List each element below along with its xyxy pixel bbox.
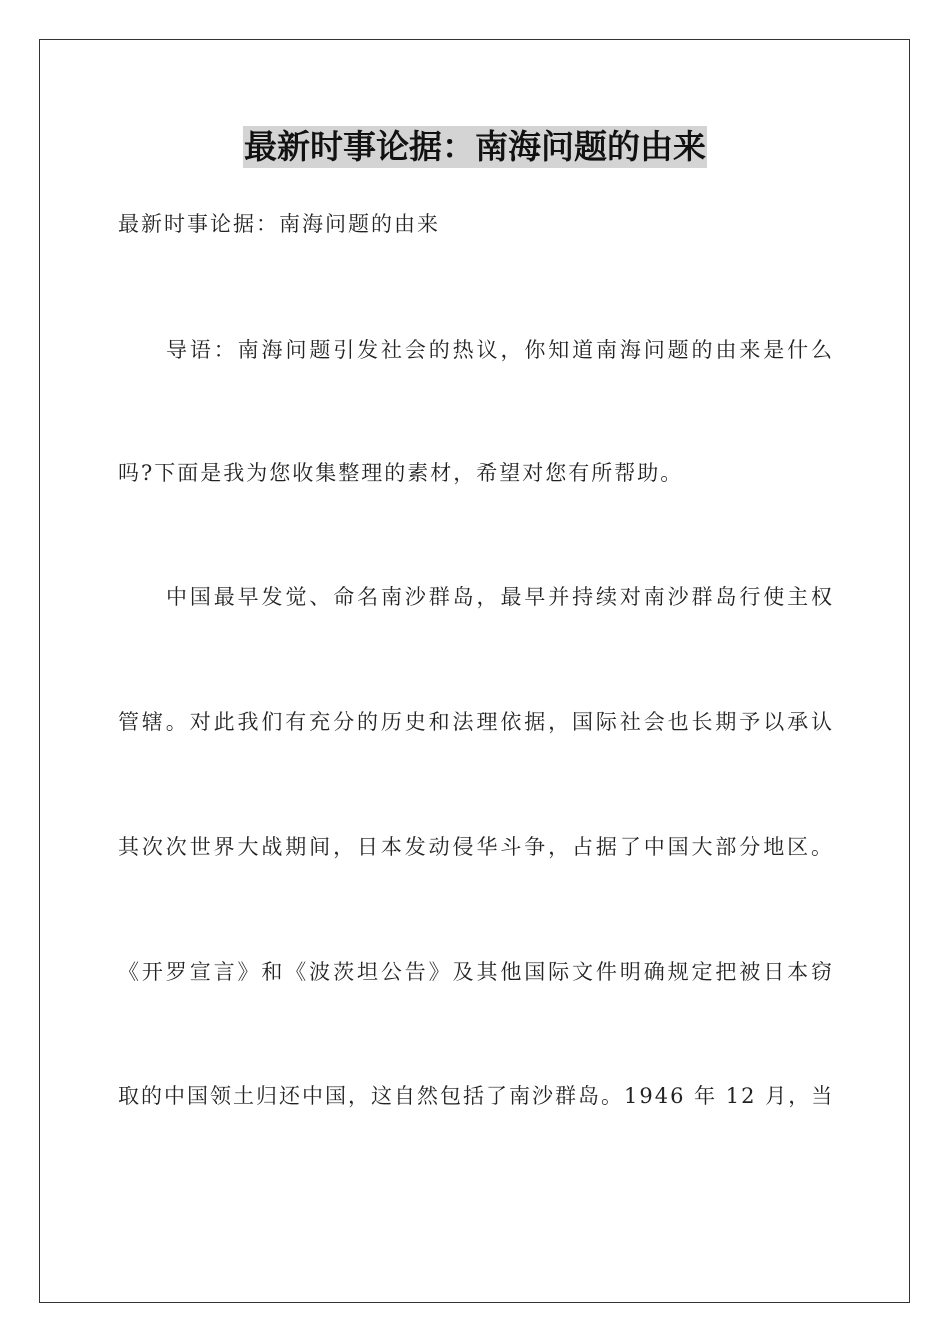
title-container <box>0 126 950 168</box>
paragraph-line: 吗?下面是我为您收集整理的素材，希望对您有所帮助。 <box>118 461 684 485</box>
paragraph-line: 中国最早发觉、命名南沙群岛，最早并持续对南沙群岛行使主权 <box>166 585 834 609</box>
paragraph-line: 《开罗宣言》和《波茨坦公告》及其他国际文件明确规定把被日本窃 <box>118 960 834 984</box>
paragraph-line: 管辖。对此我们有充分的历史和法理依据，国际社会也长期予以承认 <box>118 710 834 734</box>
paragraph-line: 取的中国领土归还中国，这自然包括了南沙群岛。1946 年 12 月，当 <box>118 1084 835 1108</box>
paragraph-line: 导语：南海问题引发社会的热议，你知道南海问题的由来是什么 <box>166 338 834 362</box>
paragraph-line: 其次次世界大战期间，日本发动侵华斗争，占据了中国大部分地区。 <box>118 835 834 859</box>
document-title: 最新时事论据：南海问题的由来 <box>244 127 706 166</box>
document-subtitle: 最新时事论据：南海问题的由来 <box>118 212 440 236</box>
